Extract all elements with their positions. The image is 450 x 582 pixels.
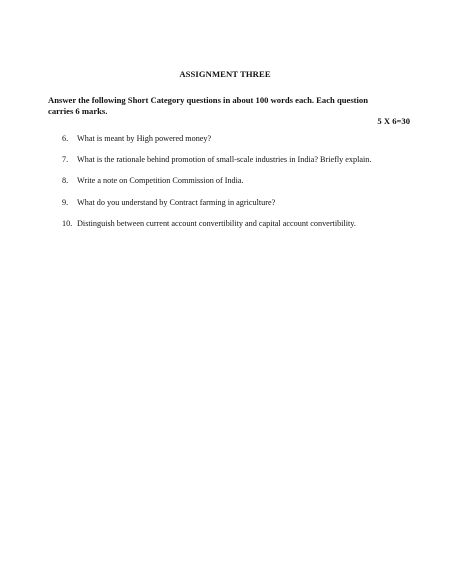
question-number: 6. [62,134,69,143]
question-item [62,175,422,186]
instructions-text: Answer the following Short Category questions in about 100 words each. Each question carries 6 marks. [48,95,368,116]
question-item [62,197,422,208]
question-number: 10. [62,218,73,228]
question-text: What do you understand by Contract farming in agriculture? [77,197,276,207]
question-text: What is the rationale behind promotion of small-scale industries in India? Briefly explain. [77,155,372,165]
page-title: ASSIGNMENT THREE [179,69,271,79]
question-number: 8. [62,176,69,186]
question-text: Distinguish between current account convertibility and capital account convertibility. [77,218,356,228]
marks-allocation: 5 X 6=30 [377,116,410,126]
question-item [62,133,422,144]
question-list [62,133,422,239]
question-number: 7. [62,155,69,165]
question-item [62,154,422,165]
question-text: What is meant by High powered money? [77,134,212,143]
question-text: Write a note on Competition Commission of India. [77,176,244,186]
question-number: 9. [62,197,69,207]
question-item [62,218,422,229]
